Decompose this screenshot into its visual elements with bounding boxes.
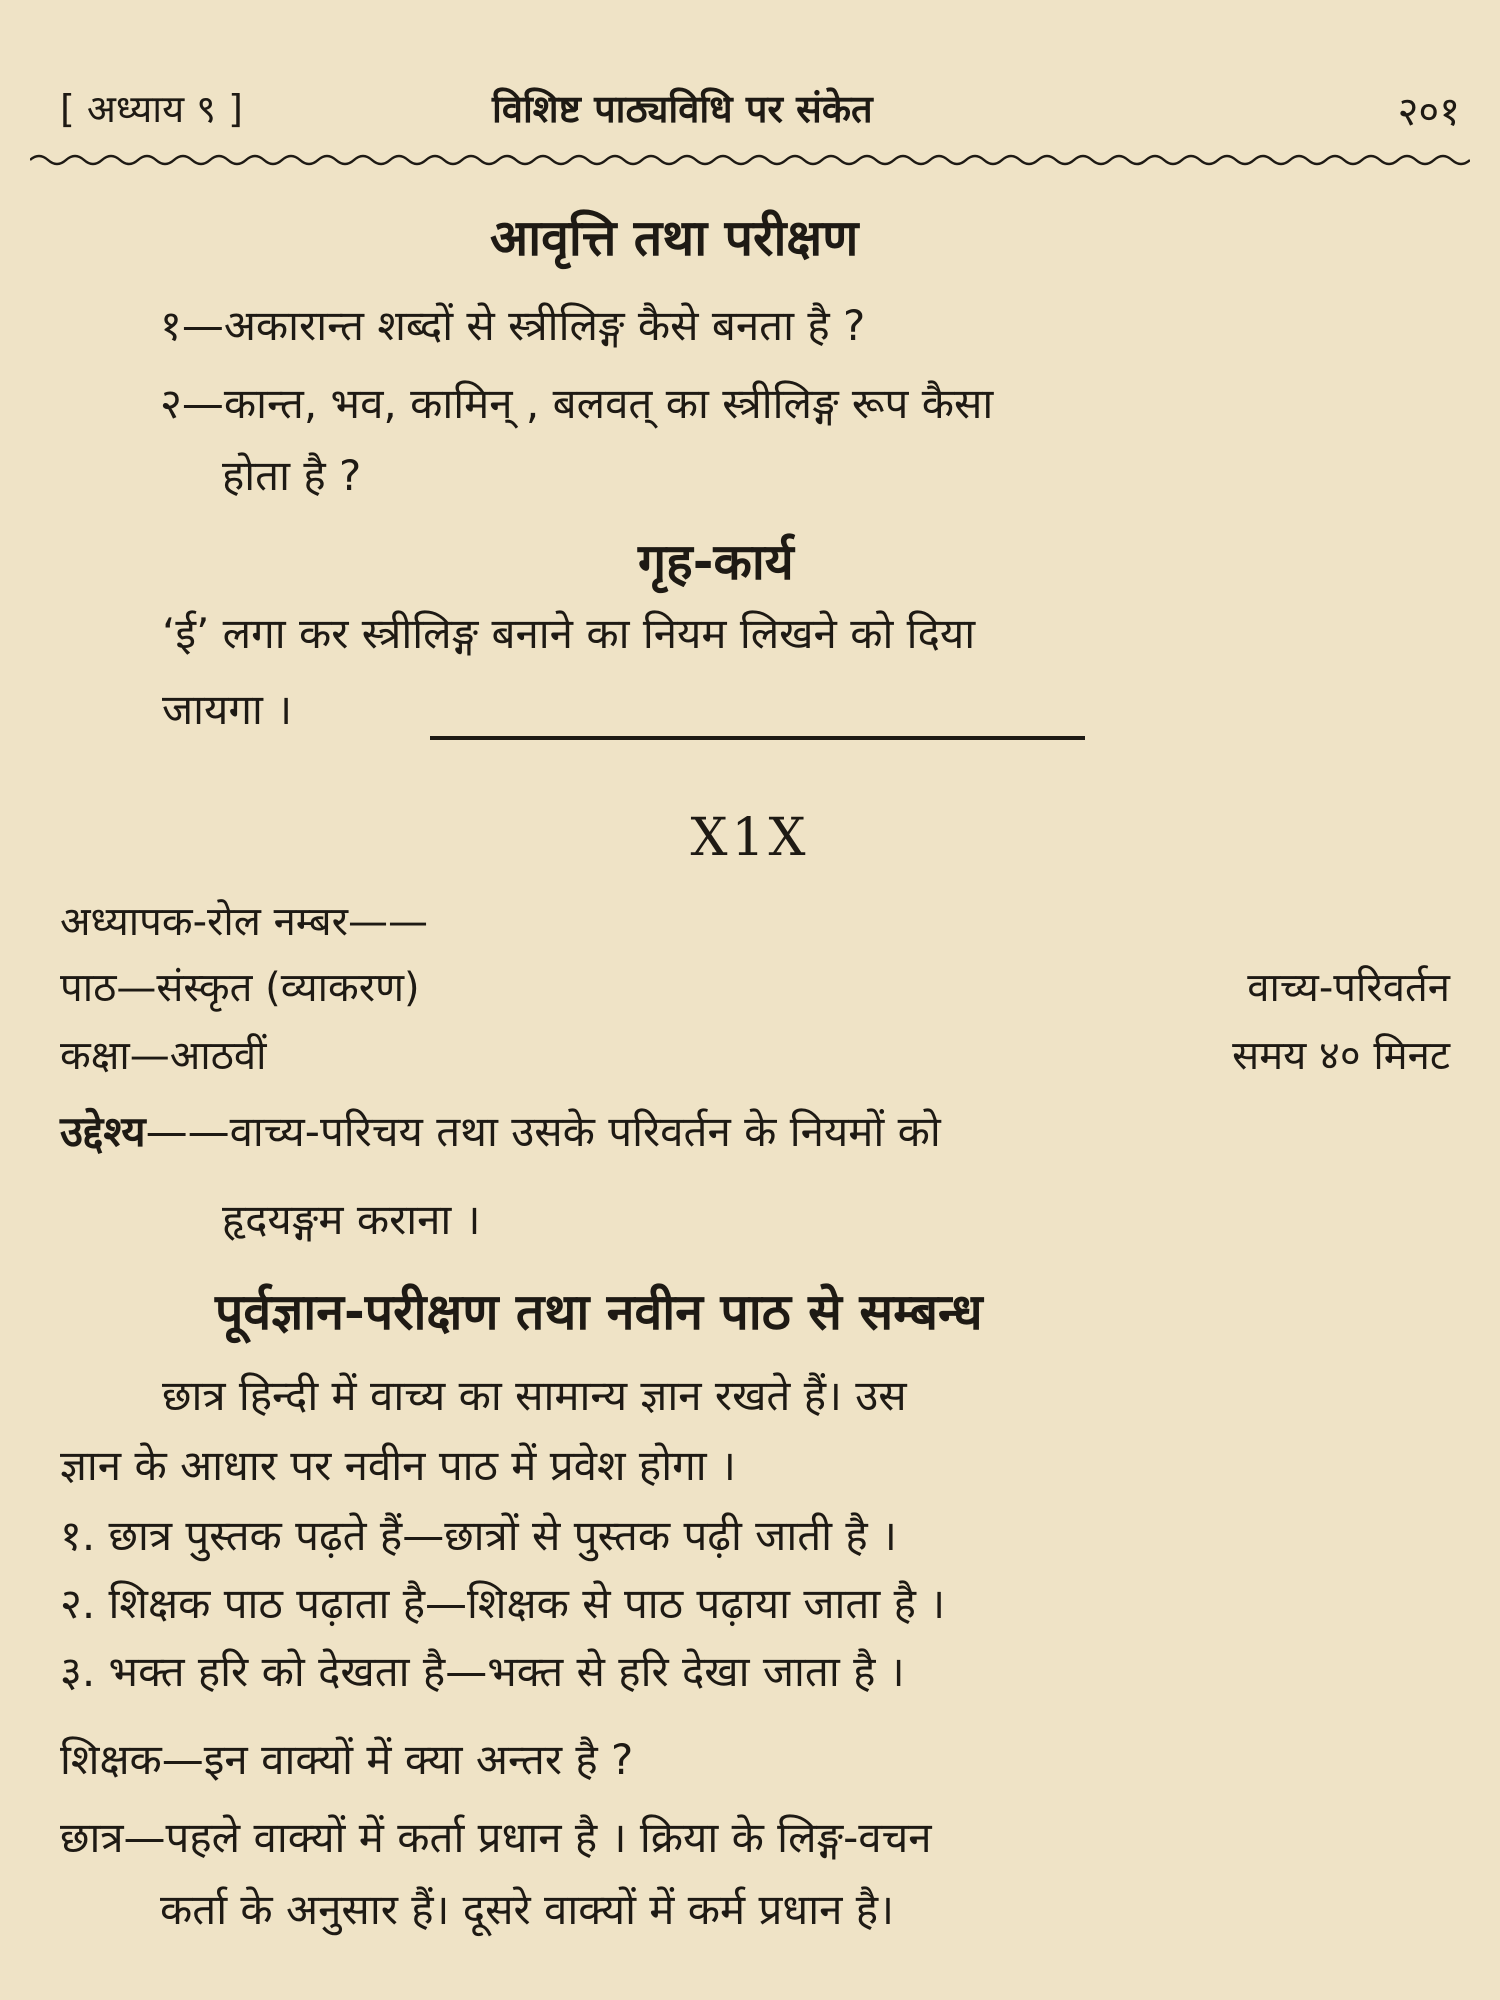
lesson-topic: वाच्य-परिवर्तन <box>1247 965 1450 1011</box>
lesson-time: समय ४० मिनट <box>1232 1033 1450 1079</box>
example-3: ३. भक्त हरि को देखता है—भक्त से हरि देखा जाता है । <box>60 1647 905 1696</box>
prior-knowledge-heading: पूर्वज्ञान-परीक्षण तथा नवीन पाठ से सम्बन्ध <box>215 1283 983 1341</box>
lesson-number: X1X <box>690 808 810 868</box>
page-number: २०१ <box>1397 89 1460 135</box>
question-2-line-1: २—कान्त, भव, कामिन् , बलवत् का स्त्रीलिङ्ग रूप कैसा <box>160 379 994 428</box>
homework-line-1: ‘ई’ लगा कर स्त्रीलिङ्ग बनाने का नियम लिखने को दिया <box>162 609 976 658</box>
wavy-divider <box>30 150 1470 170</box>
teacher-roll-number: अध्यापक-रोल नम्बर—— <box>60 899 428 945</box>
lesson-subject: पाठ—संस्कृत (व्याकरण) <box>60 965 420 1011</box>
student-answer-line-2: कर्ता के अनुसार हैं। दूसरे वाक्यों में कर्म प्रधान है। <box>160 1885 894 1934</box>
prior-para-line-1: छात्र हिन्दी में वाच्य का सामान्य ज्ञान रखते हैं। उस <box>162 1371 907 1420</box>
question-1: १—अकारान्त शब्दों से स्त्रीलिङ्ग कैसे बनता है ? <box>160 301 866 350</box>
teacher-question: शिक्षक—इन वाक्यों में क्या अन्तर है ? <box>60 1735 634 1784</box>
example-1: १. छात्र पुस्तक पढ़ते हैं—छात्रों से पुस्तक पढ़ी जाती है । <box>60 1511 897 1560</box>
section-rule <box>430 736 1085 740</box>
homework-line-2: जायगा । <box>162 685 293 734</box>
revision-heading: आवृत्ति तथा परीक्षण <box>490 209 859 267</box>
lesson-class: कक्षा—आठवीं <box>60 1033 267 1079</box>
objective-line-1 <box>60 1102 941 1159</box>
objective-line-2: हृदयङ्गम कराना । <box>222 1195 481 1244</box>
question-2-line-2: होता है ? <box>222 451 362 500</box>
homework-heading: गृह-कार्य <box>638 533 794 591</box>
chapter-label: [ अध्याय ९ ] <box>60 87 243 131</box>
prior-para-line-2: ज्ञान के आधार पर नवीन पाठ में प्रवेश होगा । <box>60 1441 736 1490</box>
objective-text: ——वाच्य-परिचय तथा उसके परिवर्तन के नियमों को <box>145 1107 941 1156</box>
example-2: २. शिक्षक पाठ पढ़ाता है—शिक्षक से पाठ पढ़ाया जाता है । <box>60 1579 946 1628</box>
student-answer-line-1: छात्र—पहले वाक्यों में कर्ता प्रधान है । क्रिया के लिङ्ग-वचन <box>60 1813 932 1862</box>
running-title: विशिष्ट पाठ्यविधि पर संकेत <box>492 87 873 131</box>
objective-label: उद्देश्य <box>60 1107 146 1156</box>
